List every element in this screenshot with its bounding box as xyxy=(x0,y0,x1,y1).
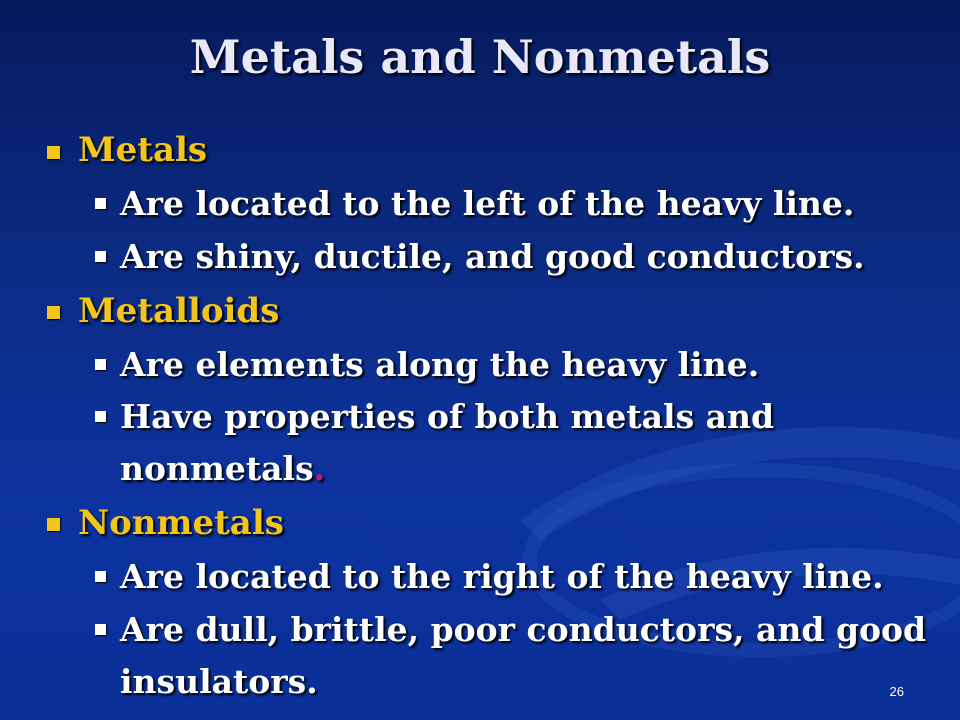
slide-title: Metals and Nonmetals xyxy=(189,30,771,84)
list-item: Are located to the left of the heavy line. xyxy=(120,184,855,223)
bullet-icon xyxy=(95,624,106,635)
list-item-text: nonmetals xyxy=(120,449,314,488)
bullet-icon xyxy=(95,571,106,582)
list-item-continuation: insulators. xyxy=(120,662,318,701)
section-heading-metals: Metals xyxy=(78,130,208,170)
list-item: Are elements along the heavy line. xyxy=(120,345,760,384)
bullet-icon xyxy=(95,198,106,209)
bullet-icon xyxy=(47,518,60,531)
list-item-continuation xyxy=(120,449,325,488)
page-number: 26 xyxy=(889,684,904,699)
list-item: Are shiny, ductile, and good conductors. xyxy=(120,237,865,276)
bullet-icon xyxy=(95,359,106,370)
bullet-icon xyxy=(47,306,60,319)
list-item: Are located to the right of the heavy line. xyxy=(120,557,884,596)
bullet-icon xyxy=(95,411,106,422)
bullet-icon xyxy=(95,251,106,262)
list-item: Have properties of both metals and xyxy=(120,397,775,436)
bullet-icon xyxy=(47,146,60,159)
section-heading-nonmetals: Nonmetals xyxy=(78,503,284,543)
list-item: Are dull, brittle, poor conductors, and good xyxy=(120,610,927,649)
section-heading-metalloids: Metalloids xyxy=(78,291,280,331)
trailing-period: . xyxy=(313,449,326,488)
